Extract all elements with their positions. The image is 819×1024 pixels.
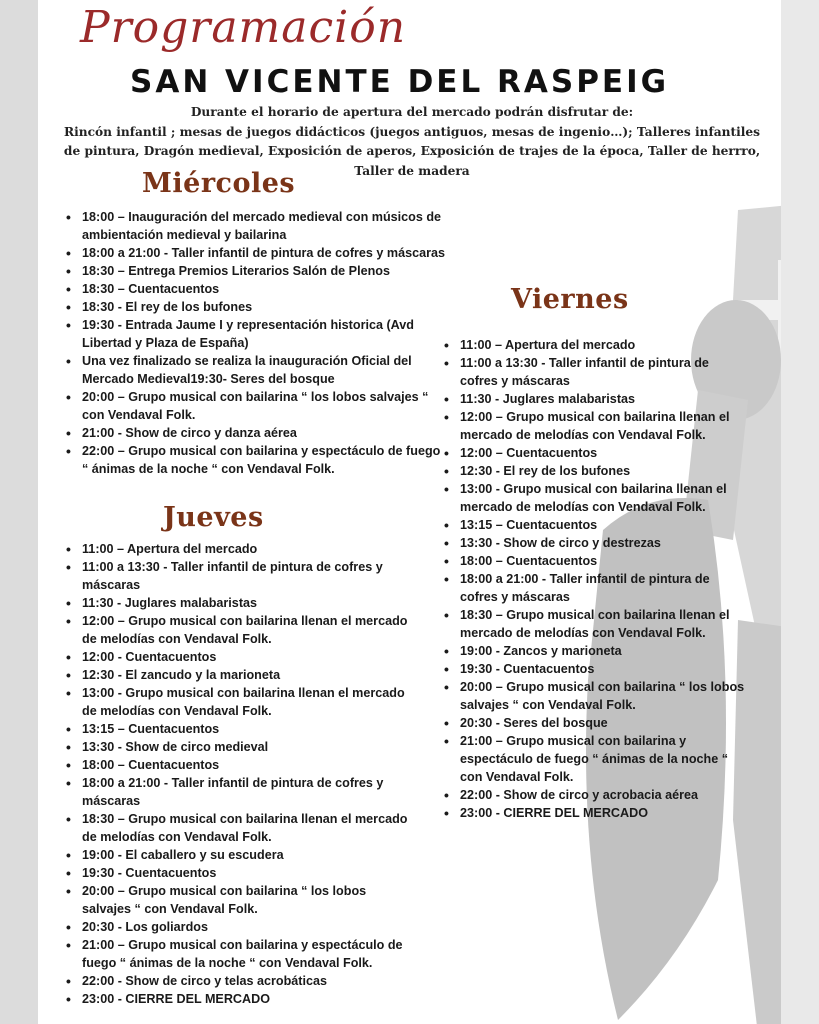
schedule-item: • 22:00 – Grupo musical con bailarina y espectáculo de fuego “ ánimas de la noche “ con Vendaval Folk. <box>62 442 447 478</box>
schedule-friday <box>440 336 745 822</box>
schedule-item: • 20:30 - Seres del bosque <box>440 714 745 732</box>
schedule-item: • 18:30 – Grupo musical con bailarina llenan el mercado de melodías con Vendaval Folk. <box>440 606 745 642</box>
schedule-item: • 21:00 – Grupo musical con bailarina y espectáculo de fuego “ ánimas de la noche “ con Vendaval Folk. <box>440 732 745 786</box>
schedule-item: • 23:00 - CIERRE DEL MERCADO <box>62 990 417 1008</box>
schedule-item: • 11:30 - Juglares malabaristas <box>62 594 417 612</box>
day-heading-wednesday: Miércoles <box>142 168 296 199</box>
schedule-item: • 12:30 - El zancudo y la marioneta <box>62 666 417 684</box>
schedule-item: • 12:00 – Grupo musical con bailarina llenan el mercado de melodías con Vendaval Folk. <box>62 612 417 648</box>
schedule-wednesday <box>62 208 447 478</box>
intro-line-2: Rincón infantil ; mesas de juegos didácticos (juegos antiguos, mesas de ingenio…); Talleres infantiles de pintura, Dragón medieval, Exposición de aperos, Exposición de trajes de la época, Taller de herrro, Taller de madera <box>63 124 761 178</box>
schedule-item: • 22:00 - Show de circo y acrobacia aérea <box>440 786 745 804</box>
schedule-item: • 18:00 – Cuentacuentos <box>62 756 417 774</box>
schedule-item: • 13:15 – Cuentacuentos <box>62 720 417 738</box>
right-gray-margin <box>781 0 819 1024</box>
schedule-item: • 20:30 - Los goliardos <box>62 918 417 936</box>
schedule-item: • 19:30 - Entrada Jaume I y representación historica (Avd Libertad y Plaza de España) <box>62 316 447 352</box>
intro-line-1: Durante el horario de apertura del mercado podrán disfrutar de: <box>190 105 634 119</box>
schedule-item: • 18:30 – Cuentacuentos <box>62 280 447 298</box>
schedule-item: • 20:00 – Grupo musical con bailarina “ los lobos salvajes “ con Vendaval Folk. <box>62 388 447 424</box>
schedule-item: • 18:30 - El rey de los bufones <box>62 298 447 316</box>
schedule-item: • 13:00 - Grupo musical con bailarina llenan el mercado de melodías con Vendaval Folk. <box>440 480 745 516</box>
schedule-item: • 18:00 a 21:00 - Taller infantil de pintura de cofres y máscaras <box>440 570 745 606</box>
left-gray-margin <box>0 0 38 1024</box>
day-heading-thursday: Jueves <box>163 502 264 533</box>
schedule-item: • 20:00 – Grupo musical con bailarina “ los lobos salvajes “ con Vendaval Folk. <box>440 678 745 714</box>
schedule-thursday <box>62 540 417 1008</box>
schedule-item: • 13:30 - Show de circo y destrezas <box>440 534 745 552</box>
schedule-item: • 18:30 – Entrega Premios Literarios Salón de Plenos <box>62 262 447 280</box>
schedule-item: • 23:00 - CIERRE DEL MERCADO <box>440 804 745 822</box>
schedule-item: • 21:00 - Show de circo y danza aérea <box>62 424 447 442</box>
schedule-item: • 18:00 – Cuentacuentos <box>440 552 745 570</box>
schedule-item: • 18:00 a 21:00 - Taller infantil de pintura de cofres y máscaras <box>62 244 447 262</box>
schedule-item: • 11:30 - Juglares malabaristas <box>440 390 745 408</box>
schedule-item: • 20:00 – Grupo musical con bailarina “ los lobos salvajes “ con Vendaval Folk. <box>62 882 417 918</box>
schedule-item: • 11:00 a 13:30 - Taller infantil de pintura de cofres y máscaras <box>62 558 417 594</box>
schedule-item: • 18:00 a 21:00 - Taller infantil de pintura de cofres y máscaras <box>62 774 417 810</box>
schedule-item: • 19:30 - Cuentacuentos <box>62 864 417 882</box>
poster <box>38 0 781 1024</box>
schedule-item: • 11:00 a 13:30 - Taller infantil de pintura de cofres y máscaras <box>440 354 745 390</box>
schedule-item: • 22:00 - Show de circo y telas acrobáticas <box>62 972 417 990</box>
schedule-item: • 21:00 – Grupo musical con bailarina y espectáculo de fuego “ ánimas de la noche “ con Vendaval Folk. <box>62 936 417 972</box>
schedule-item: • 18:00 – Inauguración del mercado medieval con músicos de ambientación medieval y bailarina <box>62 208 447 244</box>
schedule-item: • 12:00 – Cuentacuentos <box>440 444 745 462</box>
script-title: Programación <box>80 2 407 53</box>
schedule-item: • 12:30 - El rey de los bufones <box>440 462 745 480</box>
page-title: SAN VICENTE DEL RASPEIG <box>130 64 670 100</box>
schedule-item: • Una vez finalizado se realiza la inauguración Oficial del Mercado Medieval19:30- Seres del bosque <box>62 352 447 388</box>
schedule-item: • 19:00 - El caballero y su escudera <box>62 846 417 864</box>
schedule-item: • 19:30 - Cuentacuentos <box>440 660 745 678</box>
schedule-item: • 12:00 - Cuentacuentos <box>62 648 417 666</box>
schedule-item: • 13:15 – Cuentacuentos <box>440 516 745 534</box>
schedule-item: • 11:00 – Apertura del mercado <box>440 336 745 354</box>
schedule-item: • 18:30 – Grupo musical con bailarina llenan el mercado de melodías con Vendaval Folk. <box>62 810 417 846</box>
schedule-item: • 11:00 – Apertura del mercado <box>62 540 417 558</box>
day-heading-friday: Viernes <box>511 284 629 315</box>
schedule-item: • 13:30 - Show de circo medieval <box>62 738 417 756</box>
schedule-item: • 13:00 - Grupo musical con bailarina llenan el mercado de melodías con Vendaval Folk. <box>62 684 417 720</box>
schedule-item: • 19:00 - Zancos y marioneta <box>440 642 745 660</box>
schedule-item: • 12:00 – Grupo musical con bailarina llenan el mercado de melodías con Vendaval Folk. <box>440 408 745 444</box>
